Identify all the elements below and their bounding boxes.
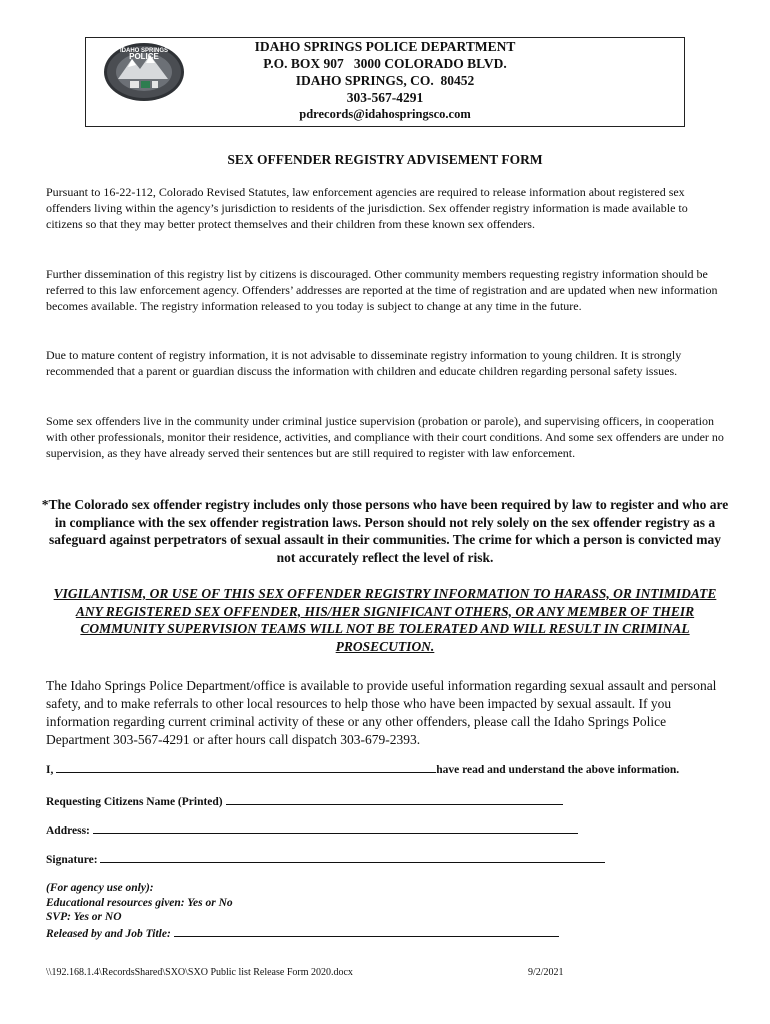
paragraph-dissemination: Further dissemination of this registry list by citizens is discouraged. Other community members requesting registry information should be referred to this law enforcement agency. Offenders’ addresses are reported at the time of registration and are updated when new information becomes available. The registry information released to you today is subject to change at any time in the future. — [46, 267, 718, 314]
police-badge-logo — [102, 41, 186, 103]
paragraph-statute: Pursuant to 16-22-112, Colorado Revised Statutes, law enforcement agencies are required to release information about registered sex offenders living within the agency’s jurisdiction to residents of the jurisdiction. Sex offender registry information is made available to citizens so that they may better protect themselves and their children from these known sex offenders. — [46, 185, 688, 232]
vigilantism-warning: VIGILANTISM, OR USE OF THIS SEX OFFENDER REGISTRY INFORMATION TO HARASS, OR INTIMIDATE ANY REGISTERED SEX OFFENDER, HIS/HER SIGNIFICANT OTHERS, OR ANY MEMBER OF THEIR COMMUNITY SUPERVISION TEAMS WILL NOT BE TOLERATED AND WILL RESULT IN CRIMINAL PROSECUTION. — [53, 586, 717, 654]
acknowledge-suffix: have read and understand the above information. — [436, 764, 680, 776]
citizen-name-label: Requesting Citizens Name (Printed) — [46, 796, 223, 808]
agency-heading: (For agency use only): — [46, 882, 154, 894]
acknowledgement-field — [46, 761, 679, 776]
address-line-2: IDAHO SPRINGS, CO. 80452 — [295, 73, 475, 88]
address-field — [46, 822, 578, 837]
acknowledge-name-line[interactable] — [56, 761, 436, 773]
educational-resources-line: Educational resources given: Yes or No — [46, 896, 233, 909]
released-by-label: Released by and Job Title: — [46, 927, 171, 940]
address-line[interactable] — [93, 822, 578, 834]
closing-paragraph: The Idaho Springs Police Department/office is available to provide useful information regarding sexual assault and personal safety, and to make referrals to other local resources to help those who have been impacted by sexual assault. If you information regarding current criminal activity of these or any other offenders, please call the Idaho Springs Police Department 303-567-4291 or after hours call dispatch 303-679-2393. — [46, 678, 717, 747]
department-name: IDAHO SPRINGS POLICE DEPARTMENT — [254, 39, 516, 54]
citizen-name-field — [46, 793, 563, 808]
badge-main-text: POLICE — [129, 52, 159, 61]
svp-line: SVP: Yes or NO — [46, 911, 122, 923]
registry-notice: *The Colorado sex offender registry includes only those persons who have been required by law to register and who are in compliance with the sex offender registration laws. Person should not rely solely on the sex offender registry as a safeguard against perpetrators of sexual assault in their communities. The crime for which a person is convicted may not accurately reflect the level of risk. — [41, 497, 729, 565]
footer-file-path: \\192.168.1.4\RecordsShared\SXO\SXO Public list Release Form 2020.docx — [46, 967, 353, 978]
letterhead — [190, 38, 580, 123]
released-by-line[interactable] — [174, 925, 559, 937]
acknowledge-prefix: I, — [46, 764, 54, 776]
badge-top-text: IDAHO SPRINGS — [119, 48, 169, 54]
signature-line[interactable] — [100, 851, 605, 863]
form-title: SEX OFFENDER REGISTRY ADVISEMENT FORM — [227, 152, 543, 167]
agency-use-section — [46, 881, 559, 941]
released-by-field — [46, 925, 559, 942]
citizen-name-line[interactable] — [226, 793, 563, 805]
paragraph-supervision: Some sex offenders live in the community under criminal justice supervision (probation or parole), and supervising officers, in cooperation with other professionals, monitor their residence, activities, and compliance with their court conditions. And some sex offenders are under no supervision, as they have already served their sentences but are still required to register with law enforcement. — [46, 414, 724, 461]
signature-field — [46, 851, 605, 866]
email-address: pdrecords@idahospringsco.com — [299, 107, 471, 121]
paragraph-mature-content: Due to mature content of registry information, it is not advisable to disseminate registry information to young children. It is strongly recommended that a parent or guardian discuss the information with children and educate children regarding personal safety issues. — [46, 348, 682, 379]
address-line-1: P.O. BOX 907 3000 COLORADO BLVD. — [263, 56, 507, 71]
signature-label: Signature: — [46, 854, 98, 866]
footer-date: 9/2/2021 — [528, 967, 564, 978]
address-label: Address: — [46, 825, 90, 837]
phone-number: 303-567-4291 — [346, 90, 424, 105]
